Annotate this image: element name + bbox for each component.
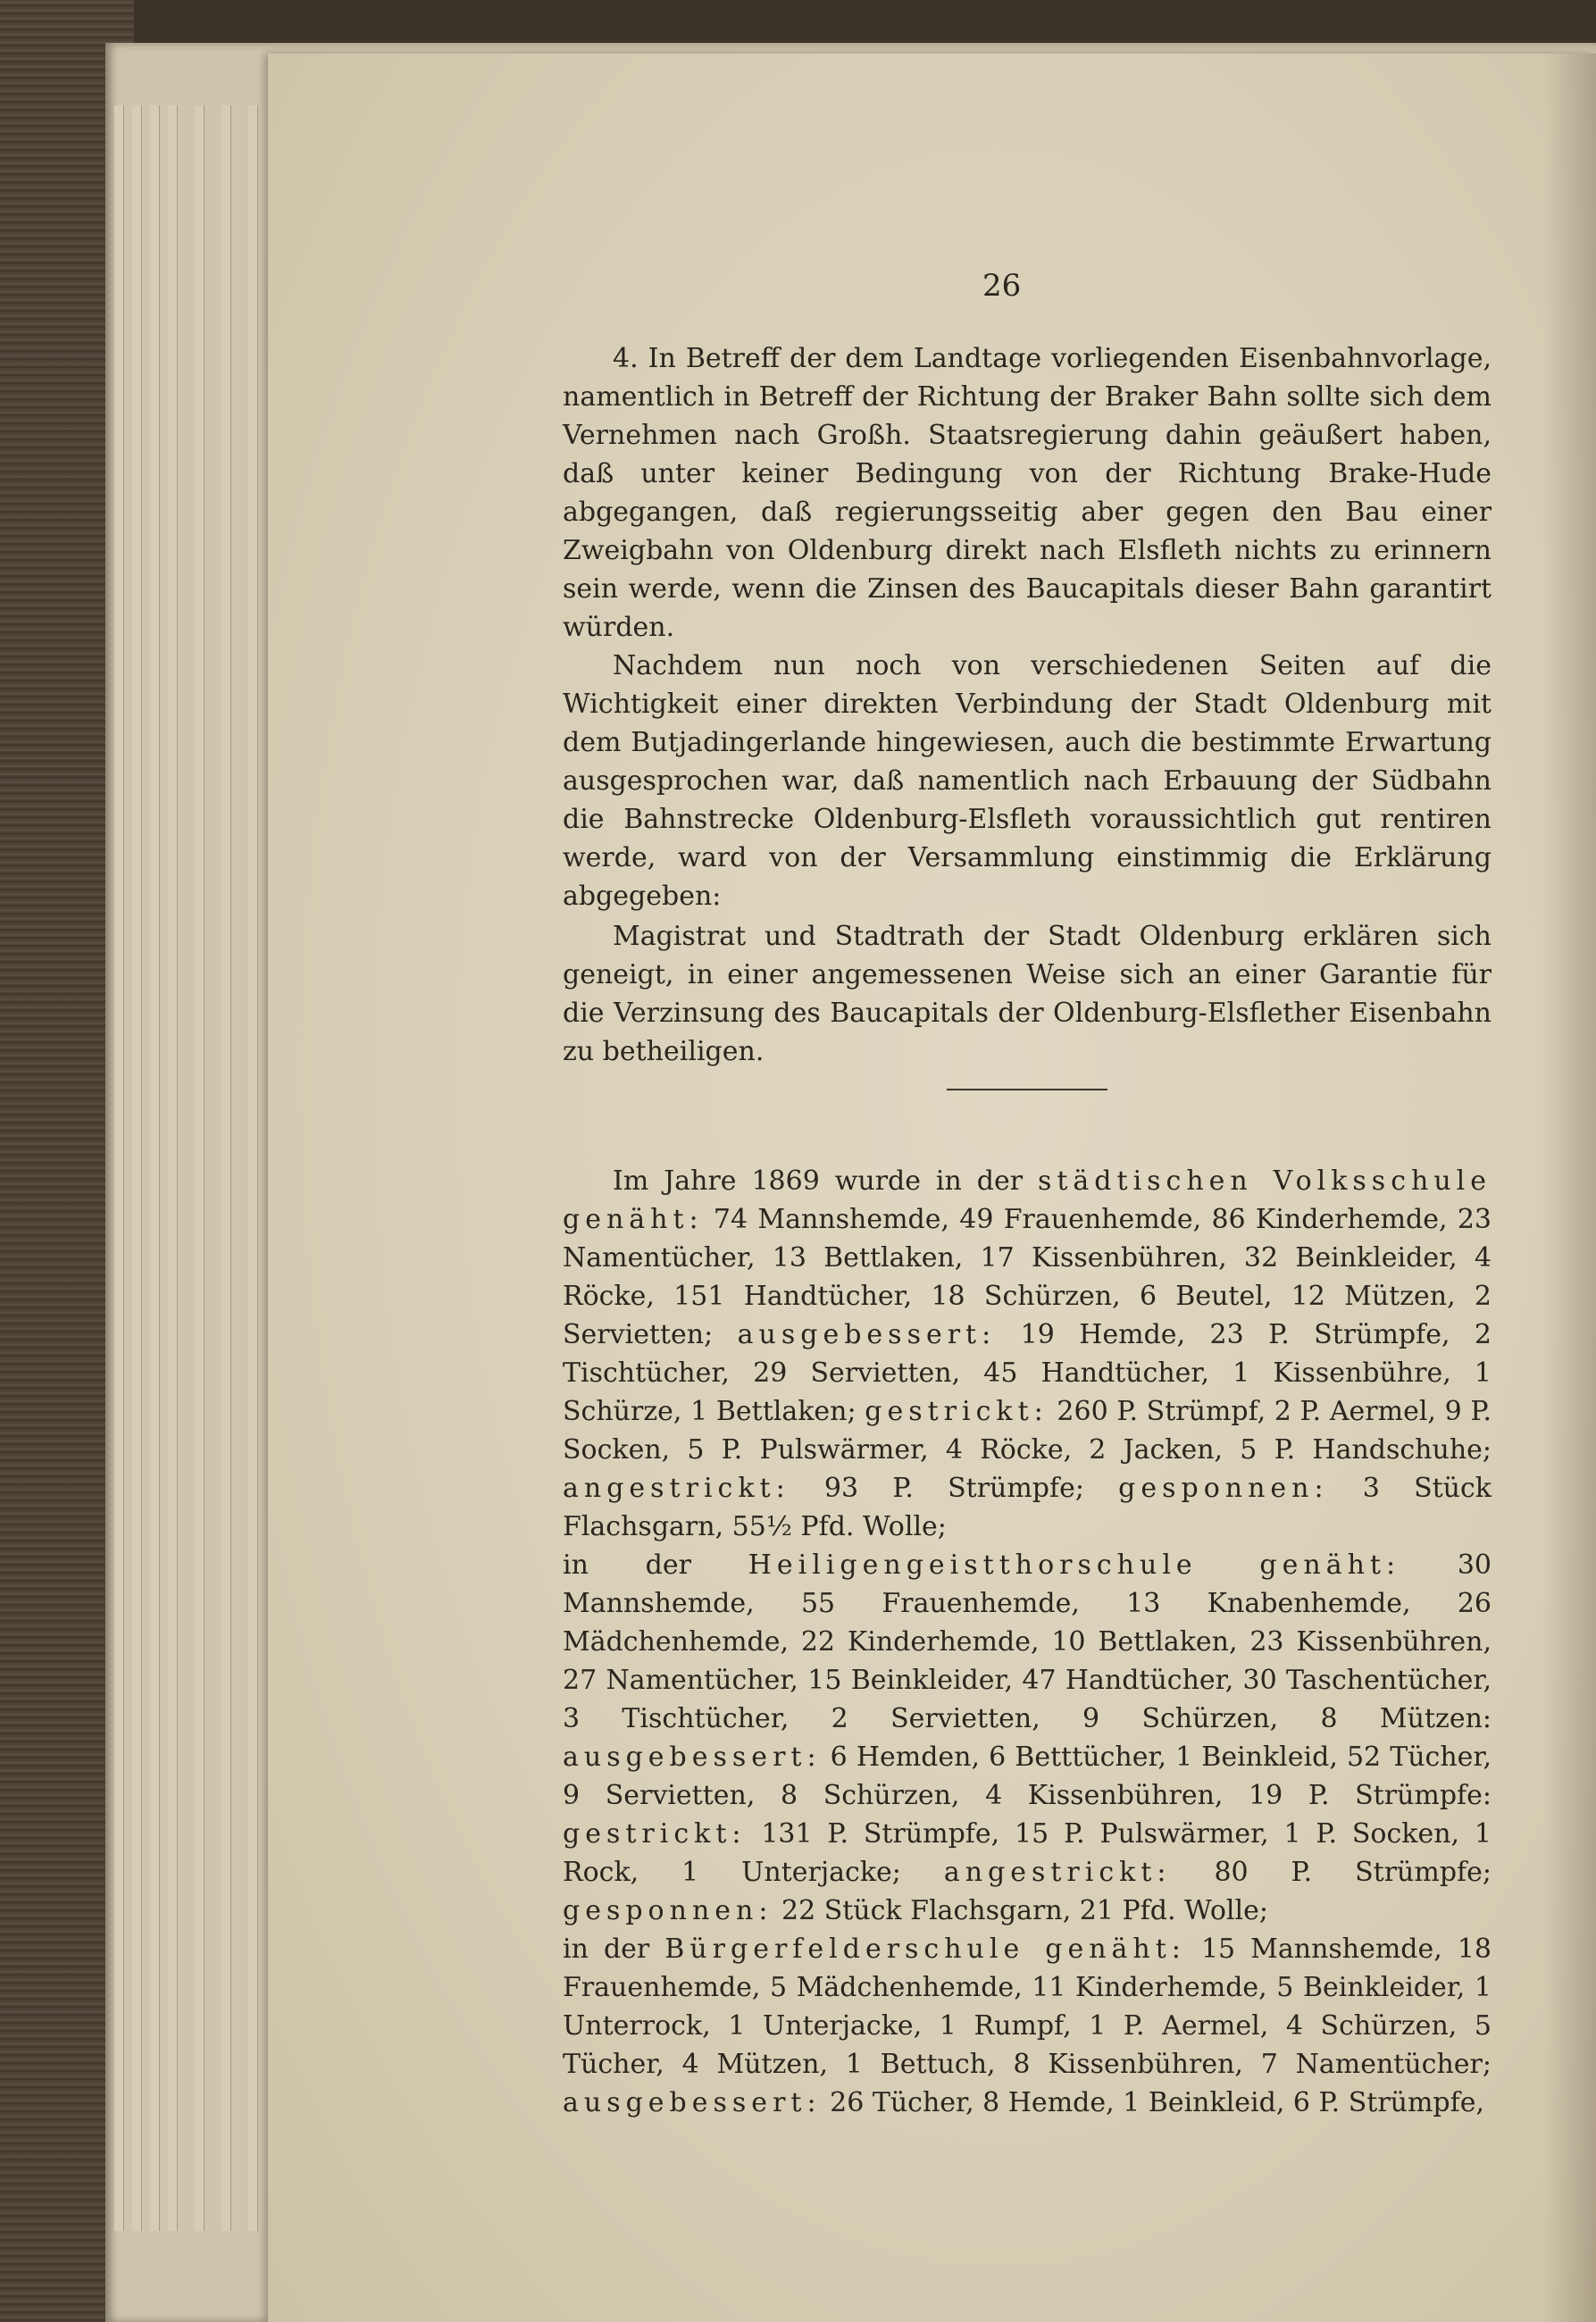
page-edge [132,105,142,2231]
entry-intro: in der [563,1549,748,1581]
page-edge [150,105,160,2231]
category-label: genäht: [1197,1549,1401,1581]
section-divider [947,1089,1107,1090]
category-label: angestrickt: [563,1473,790,1504]
category-items: 93 P. Strümpfe; [790,1473,1119,1504]
school-name: städtischen Volksschule [1037,1165,1492,1197]
category-items: 260 P. Strümpf, 2 P. Aermel, 9 P. Socken, 5 P. Pulswärmer, 4 Röcke, 2 Jacken, 5 P. Handschuhe; [563,1396,1492,1466]
heiligengeist-entry [563,1546,1492,1930]
page-edge [195,105,205,2231]
category-items: 80 P. Strümpfe; [1171,1857,1492,1888]
category-label: genäht: [563,1204,704,1235]
category-label: gestrickt: [563,1818,747,1850]
page-edge [114,105,124,2231]
entry-intro: in der [563,1934,665,1965]
page-edge [248,105,258,2231]
category-items: 15 Mannshemde, 18 Frauenhemde, 5 Mädchenhemde, 11 Kinderhemde, 5 Beinkleider, 1 Unterrock, 1 Unterjacke, 1 Rumpf, 1 P. Aermel, 4 Schürzen, 5 Tücher, 4 Mützen, 1 Bettuch, 8 Kissenbühren, 7 Namentücher; [563,1934,1492,2080]
category-items: 19 Hemde, 23 P. Strümpfe, 2 Tischtücher, 29 Servietten, 45 Handtücher, 1 Kissenbühre, 1 Schürze, 1 Bettlaken; [563,1319,1492,1427]
category-label: angestrickt: [943,1857,1172,1888]
volksschule-entry [563,1162,1492,1546]
category-items: 131 P. Strümpfe, 15 P. Pulswärmer, 1 P. Socken, 1 Rock, 1 Unterjacke; [563,1818,1492,1888]
category-label: ausgebessert: [563,2087,822,2118]
category-items: 74 Mannshemde, 49 Frauenhemde, 86 Kinderhemde, 23 Namentücher, 13 Bettlaken, 17 Kissenbühren, 32 Beinkleider, 4 Röcke, 151 Handtücher, 18 Schürzen, 6 Beutel, 12 Mützen, 2 Servietten; [563,1204,1492,1350]
section-4-paragraph: 4. In Betreff der dem Landtage vorliegenden Eisenbahnvorlage, namentlich in Betreff der Richtung der Braker Bahn sollte sich dem Vernehmen nach Großh. Staatsregierung dahin geäußert haben, daß unter keiner Bedingung von der Richtung Brake-Hude abgegangen, daß regierungsseitig aber gegen den Bau einer Zweigbahn von Oldenburg direkt nach Elsfleth nichts zu erinnern sein werde, wenn die Zinsen des Baucapitals dieser Bahn garantirt würden. [563,343,1492,643]
category-items: 26 Tücher, 8 Hemde, 1 Beinkleid, 6 P. Strümpfe, [821,2087,1485,2118]
category-items: 3 Stück Flachsgarn, 55½ Pfd. Wolle; [563,1473,1492,1542]
page-body [563,268,1492,2122]
category-items: 30 Mannshemde, 55 Frauenhemde, 13 Knabenhemde, 26 Mädchenhemde, 22 Kinderhemde, 10 Bettlaken, 23 Kissenbühren, 27 Namentücher, 15 Beinkleider, 47 Handtücher, 30 Taschentücher, 3 Tischtücher, 2 Servietten, 9 Schürzen, 8 Mützen: [563,1549,1492,1734]
school-name: Bürgerfelderschule [664,1934,1025,1965]
section-4-paragraph-2: Nachdem nun noch von verschiedenen Seiten auf die Wichtigkeit einer direkten Verbindung der Stadt Oldenburg mit dem Butjadingerlande hingewiesen, auch die bestimmte Erwartung ausgesprochen war, daß namentlich nach Erbauung der Südbahn die Bahnstrecke Oldenburg-Elsfleth voraussichtlich gut rentiren werde, ward von der Versammlung einstimmig die Erklärung abgegeben: [563,650,1492,912]
school-name: Heiligengeistthorschule [748,1549,1198,1581]
category-label: gesponnen: [1118,1473,1329,1504]
category-items: 6 Hemden, 6 Betttücher, 1 Beinkleid, 52 Tücher, 9 Servietten, 8 Schürzen, 4 Kissenbühren, 19 P. Strümpfe: [563,1742,1492,1811]
page-gutter-shadow [1542,54,1596,2322]
page-number: 26 [982,268,1022,304]
buergerfelder-entry [563,1930,1492,2122]
page-edge [221,105,231,2231]
category-label: gestrickt: [865,1396,1049,1427]
page-edge [168,105,178,2231]
category-label: gesponnen: [563,1895,773,1926]
category-items: 22 Stück Flachsgarn, 21 Pfd. Wolle; [773,1895,1268,1926]
category-label: genäht: [1024,1934,1186,1965]
entry-intro: Im Jahre 1869 wurde in der [613,1165,1038,1197]
declaration-text: Magistrat und Stadtrath der Stadt Oldenburg erklären sich geneigt, in einer angemessenen Weise sich an einer Garantie für die Verzinsung des Baucapitals der Oldenburg-Elsflether Eisenbahn zu betheiligen. [563,921,1492,1067]
category-label: ausgebessert: [563,1742,822,1773]
category-label: ausgebessert: [737,1319,997,1350]
